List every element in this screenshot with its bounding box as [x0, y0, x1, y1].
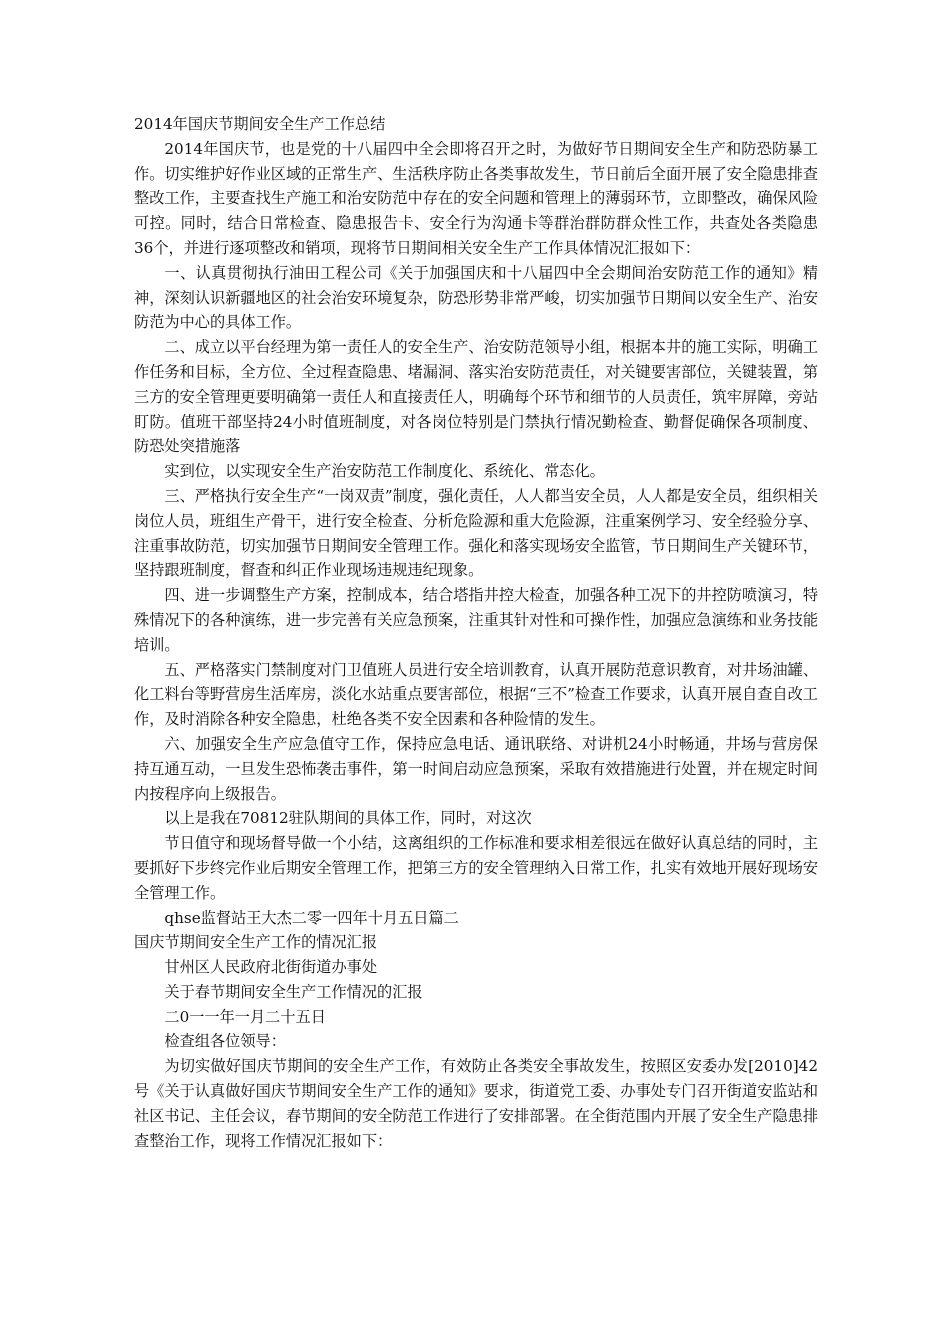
signature-line: qhse监督站王大杰二零一四年十月五日篇二 [164, 908, 459, 927]
paragraph-summary-start: 以上是我在70812驻队期间的具体工作，同时，对这次 [164, 809, 532, 828]
paragraph-item-1: 一、认真贯彻执行油田工程公司《关于加强国庆和十八届四中全会期间治安防范工作的通知》精神，深刻认识新疆地区的社会治安环境复杂，防恐形势非常严峻，切实加强节日期间以安全生产、治安防范为中心的具体工作。 [134, 263, 818, 332]
document-title: 2014年国庆节期间安全生产工作总结 [134, 115, 386, 133]
report-subject-line: 关于春节期间安全生产工作情况的汇报 [164, 982, 423, 1001]
closing-paragraph: 为切实做好国庆节期间的安全生产工作，有效防止各类安全事故发生，按照区安委办发[2010]42号《关于认真做好国庆节期间安全生产工作的通知》要求，街道党工委、办事处专门召开街道安监站和社区书记、主任会议，春节期间的安全防范工作进行了安排部署。在全街范围内开展了安全生产隐患排查整治工作，现将工作情况汇报如下： [134, 1057, 818, 1150]
issuer-line: 甘州区人民政府北街街道办事处 [164, 958, 378, 977]
paragraph-intro: 2014年国庆节，也是党的十八届四中全会即将召开之时，为做好节日期间安全生产和防恐防暴工作。切实维护好作业区域的正常生产、生活秩序防止各类事故发生，节日前后全面开展了安全隐患排查整改工作，主要查找生产施工和治安防范中存在的安全问题和管理上的薄弱环节，立即整改，确保风险可控。同时，结合日常检查、隐患报告卡、安全行为沟通卡等群治群防群众性工作，共查处各类隐患36个，并进行逐项整改和销项，现将节日期间相关安全生产工作具体情况汇报如下： [134, 139, 818, 257]
paragraph-item-2: 二、成立以平台经理为第一责任人的安全生产、治安防范领导小组，根据本井的施工实际，明确工作任务和目标，全方位、全过程查隐患、堵漏洞、落实治安防范责任，对关键要害部位，关键装置，第三方的安全管理更要明确第一责任人和直接责任人，明确每个环节和细节的人员责任，筑牢屏障，旁站盯防。值班干部坚持24小时值班制度，对各岗位特别是门禁执行情况勤检查、勤督促确保各项制度、防恐处突措施落 [134, 338, 818, 456]
paragraph-summary-continued: 节日值守和现场督导做一个小结，这离组织的工作标准和要求相差很远在做好认真总结的同时，主要抓好下步终完作业后期安全管理工作，把第三方的安全管理纳入日常工作，扎实有效地开展好现场安全管理工作。 [134, 834, 818, 902]
second-document-title: 国庆节期间安全生产工作的情况汇报 [134, 933, 377, 952]
paragraph-item-6: 六、加强安全生产应急值守工作，保持应急电话、通讯联络、对讲机24小时畅通，井场与营房保持互通互动，一旦发生恐怖袭击事件，第一时间启动应急预案，采取有效措施进行处置，并在规定时间内按程序向上级报告。 [134, 734, 818, 803]
paragraph-item-4: 四、进一步调整生产方案，控制成本，结合塔指井控大检查，加强各种工况下的井控防喷演习，特殊情况下的各种演练，进一步完善有关应急预案，注重其针对性和可操作性，加强应急演练和业务技能培训。 [134, 586, 818, 654]
paragraph-item-3: 三、严格执行安全生产“一岗双责”制度，强化责任，人人都当安全员，人人都是安全员，组织相关岗位人员，班组生产骨干，进行安全检查、分析危险源和重大危险源，注重案例学习、安全经验分享、注重事故防范，切实加强节日期间安全管理工作。强化和落实现场安全监管，节日期间生产关键环节，坚持跟班制度，督查和纠正作业现场违规违纪现象。 [134, 486, 818, 580]
paragraph-item-2-continued: 实到位，以实现安全生产治安防范工作制度化、系统化、常态化。 [164, 462, 605, 481]
document-page [134, 112, 818, 1153]
salutation-line: 检查组各位领导： [164, 1032, 286, 1051]
paragraph-item-5: 五、严格落实门禁制度对门卫值班人员进行安全培训教育，认真开展防范意识教育，对井场油罐、化工料台等野营房生活库房，淡化水站重点要害部位，根据“三不”检查工作要求，认真开展自查自改工作，及时消除各种安全隐患，杜绝各类不安全因素和各种险情的发生。 [134, 660, 818, 729]
report-date-line: 二0一一年一月二十五日 [164, 1007, 326, 1026]
